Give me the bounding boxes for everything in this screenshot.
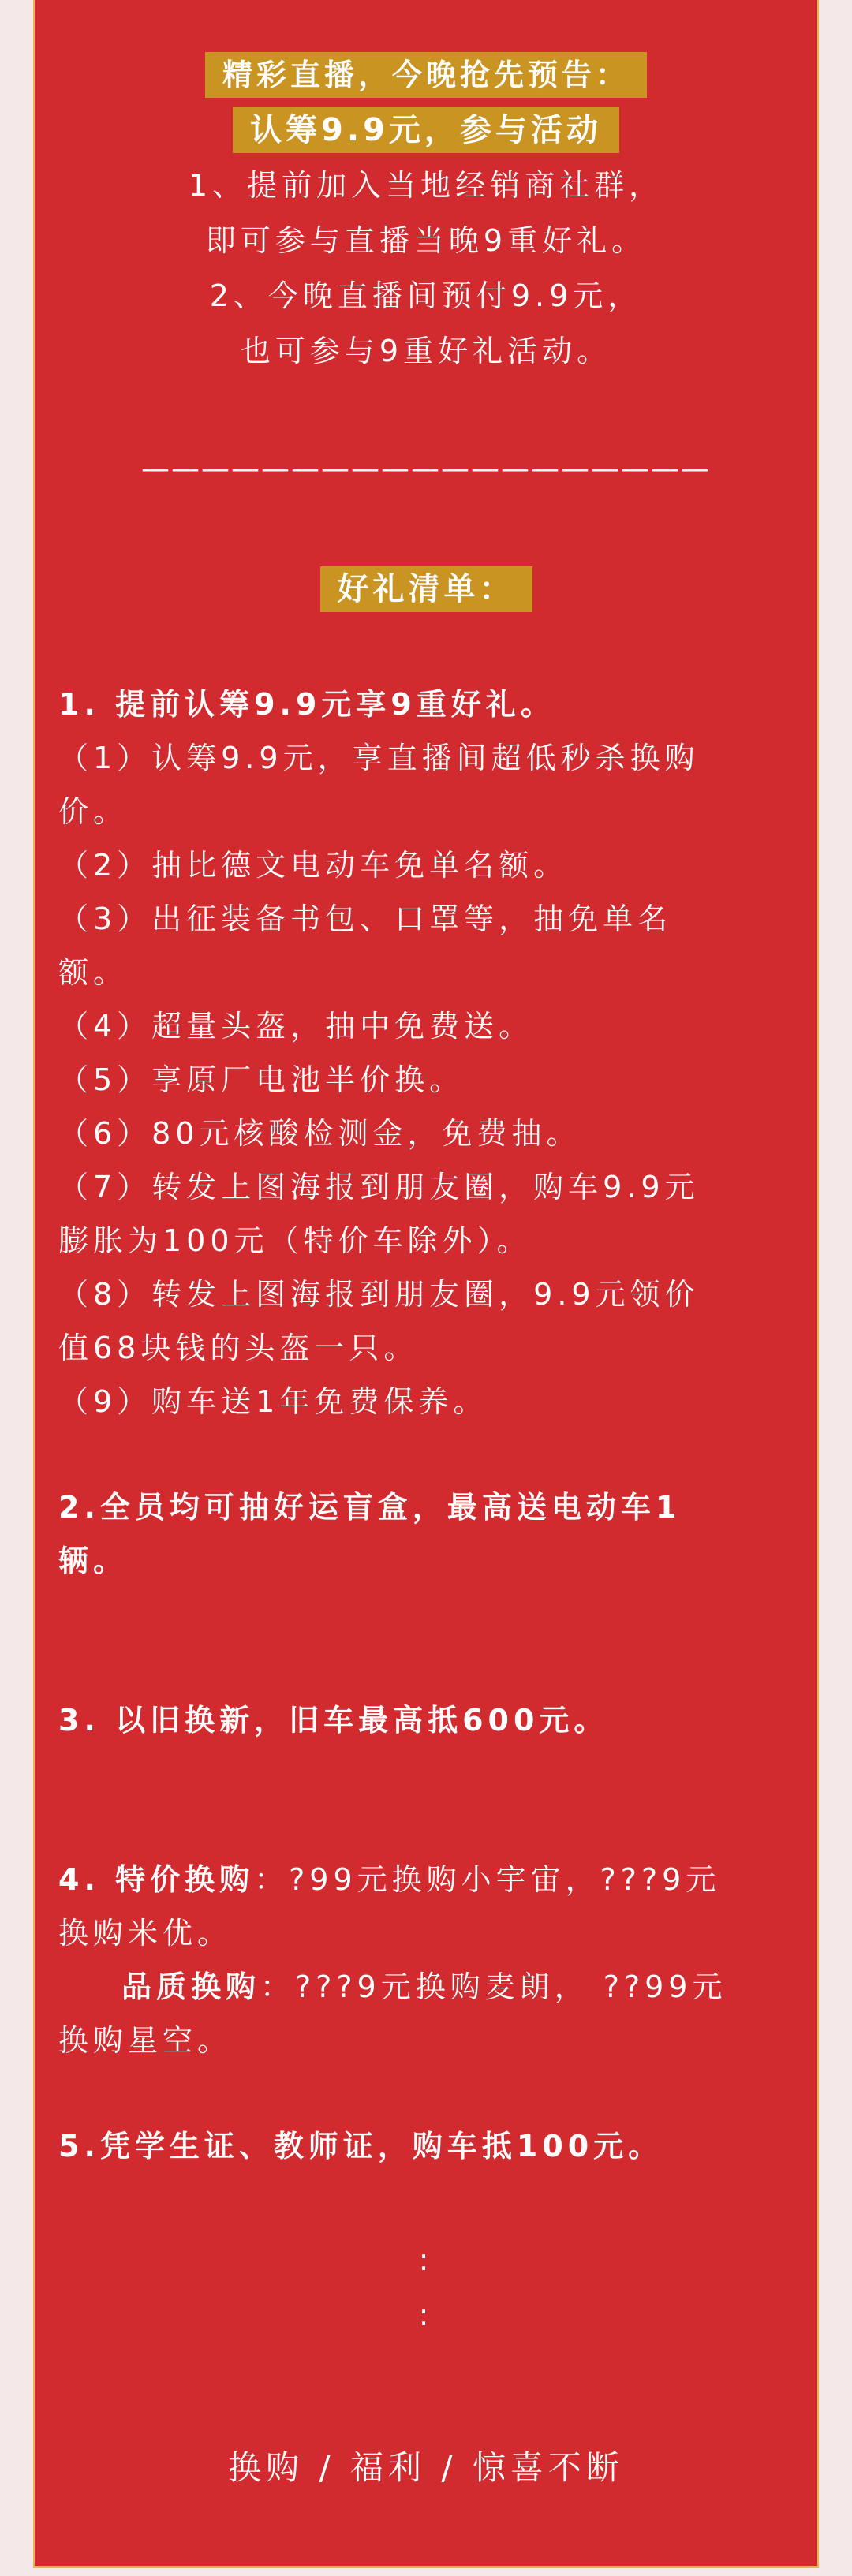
list-item: 价。 [58,794,129,829]
section-2-line-1: 2.全员均可抽好运盲盒，最高送电动车1 [58,1490,682,1525]
list-item: （6）80元核酸检测金，免费抽。 [58,1116,581,1151]
list-item: （1）认筹9.9元，享直播间超低秒杀换购 [58,741,700,775]
footer-slogan: 换购 / 福利 / 惊喜不断 [228,2448,624,2487]
list-item: （3）出征装备书包、口罩等，抽免单名 [58,902,673,936]
gift-list-title: 好礼清单： [320,566,532,612]
list-item: （2）抽比德文电动车免单名额。 [58,848,569,883]
list-item: （4）超量头盔，抽中免费送。 [58,1009,534,1043]
header-line-1: 1、提前加入当地经销商社群， [188,168,664,203]
list-item: （5）享原厂电池半价换。 [58,1062,465,1097]
header-line-4: 也可参与9重好礼活动。 [240,334,612,368]
section-2-line-2: 辆。 [58,1544,129,1578]
section-4-line-1 [58,1860,720,1899]
list-item: （8）转发上图海报到朋友圈，9.9元领价 [58,1277,700,1312]
divider: ——————————————————— [141,453,711,485]
list-item: 值68块钱的头盔一只。 [58,1331,419,1365]
poster-panel [33,0,819,2568]
special-swap-label: 4. 特价换购 [58,1862,255,1897]
special-swap-text: ：?99元换购小宇宙，???9元 [254,1862,721,1897]
section-4b-line-1 [121,1967,727,2007]
list-item: （7）转发上图海报到朋友圈，购车9.9元 [58,1170,700,1204]
ellipsis-dot-2: : [418,2298,434,2332]
quality-swap-text: ：???9元换购麦朗， ??99元 [260,1969,727,2004]
section-3-title: 3. 以旧换新，旧车最高抵600元。 [58,1703,609,1738]
gift-list-heading [35,566,817,612]
ellipsis-dot-1: : [418,2242,434,2277]
header-badge-1 [35,52,817,98]
section-4b-line-2: 换购星空。 [58,2023,233,2058]
quality-swap-label: 品质换购 [121,1969,261,2004]
section-5-title: 5.凭学生证、教师证，购车抵100元。 [58,2129,663,2163]
section-1-title: 1. 提前认筹9.9元享9重好礼。 [58,687,555,722]
list-item: 额。 [58,955,129,990]
header-line-2: 即可参与直播当晚9重好礼。 [205,223,647,258]
section-4-line-2: 换购米优。 [58,1916,233,1951]
list-item: （9）购车送1年免费保养。 [58,1384,488,1419]
live-preview-title: 精彩直播，今晚抢先预告： [205,52,647,98]
deposit-badge: 认筹9.9元，参与活动 [233,107,619,153]
list-item: 膨胀为100元（特价车除外）。 [58,1223,532,1258]
header-line-3: 2、今晚直播间预付9.9元， [209,278,643,313]
header-badge-2 [35,107,817,153]
